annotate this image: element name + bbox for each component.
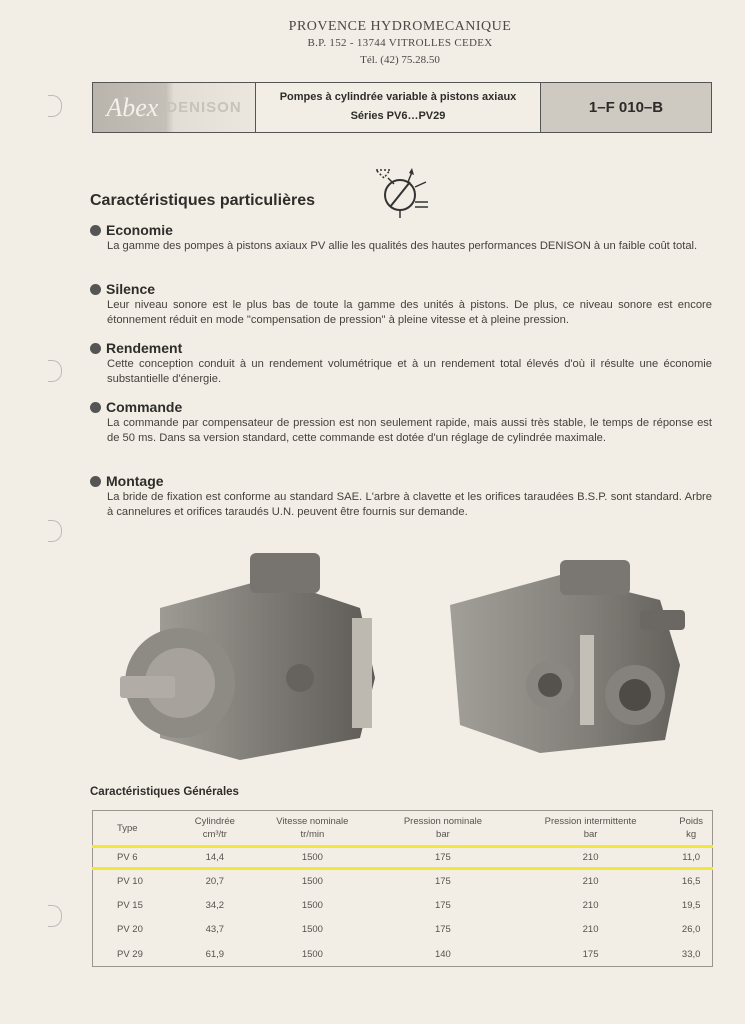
document-header xyxy=(92,82,712,133)
table-cell: 1500 xyxy=(301,924,323,936)
table-cell: 43,7 xyxy=(205,924,225,936)
table-cell: 210 xyxy=(582,876,599,887)
section-silence xyxy=(90,281,712,328)
stamp-phone: Tél. (42) 75.28.50 xyxy=(360,54,440,66)
stamp-company: PROVENCE HYDROMECANIQUE xyxy=(288,19,512,34)
bullet-icon xyxy=(90,402,101,413)
section-title: Commande xyxy=(106,399,183,415)
section-title: Rendement xyxy=(106,340,183,356)
punch-hole xyxy=(48,360,62,382)
table-cell: 175 xyxy=(434,899,451,911)
col-pression-intermittente: Pression intermittente bar xyxy=(511,811,671,847)
bullet-icon xyxy=(90,343,101,354)
table-cell: PV 6 xyxy=(93,847,181,869)
table-cell: 210 xyxy=(582,924,599,936)
section-title: Montage xyxy=(106,473,164,489)
section-title: Economie xyxy=(106,222,173,238)
table-cell: 1500 xyxy=(301,876,323,887)
table-row xyxy=(93,869,713,894)
table-row xyxy=(93,893,713,918)
col-vitesse: Vitesse nominale tr/min xyxy=(250,811,375,847)
table-cell: 1500 xyxy=(250,847,375,869)
table-cell: 175 xyxy=(434,924,451,936)
section-montage xyxy=(90,473,712,520)
table-cell: 210 xyxy=(511,847,671,869)
table-cell: PV 29 xyxy=(117,948,143,960)
table-title: Caractéristiques Générales xyxy=(90,786,239,798)
table-cell: 11,0 xyxy=(670,847,712,869)
brand-logo xyxy=(93,83,256,132)
distributor-stamp xyxy=(250,18,550,69)
table-cell: 34,2 xyxy=(205,899,225,911)
table-row-highlighted xyxy=(93,847,713,869)
bullet-icon xyxy=(90,225,101,236)
table-cell: PV 20 xyxy=(117,924,143,936)
section-text: La gamme des pompes à pistons axiaux PV allie les qualités des hautes performances DENISON à un faible coût total. xyxy=(107,240,698,252)
table-cell: 16,5 xyxy=(681,876,701,887)
section-text: Cette conception conduit à un rendement volumétrique et à un rendement total élevés d'où il résulte une économie substantielle d'énergie. xyxy=(107,358,712,385)
punch-hole xyxy=(48,905,62,927)
table-cell: 140 xyxy=(434,948,451,960)
header-title-cell xyxy=(256,83,541,132)
table-header-row xyxy=(93,811,713,847)
section-commande xyxy=(90,399,712,446)
table-cell: 175 xyxy=(375,847,511,869)
table-cell: 210 xyxy=(582,899,599,911)
variable-pump-symbol-icon xyxy=(368,162,432,222)
col-type: Type xyxy=(93,811,181,847)
table-cell: 19,5 xyxy=(681,899,701,911)
col-cylindree: Cylindrée cm³/tr xyxy=(180,811,250,847)
document-code: 1–F 010–B xyxy=(541,83,711,132)
section-text: La bride de fixation est conforme au standard SAE. L'arbre à clavette et les orifices taraudées B.S.P. sont standard. Arbre à cannelures et orifices taraudés U.N. peuvent être fournis sur demande. xyxy=(107,491,712,518)
table-cell: 33,0 xyxy=(681,948,701,960)
brand-denison: DENISON xyxy=(166,99,242,116)
table-cell: 175 xyxy=(434,876,451,887)
table-cell: 20,7 xyxy=(205,876,225,887)
specifications-table xyxy=(92,810,713,967)
table-cell: 26,0 xyxy=(681,924,701,936)
section-text: Leur niveau sonore est le plus bas de toute la gamme des unités à pistons. De plus, ce niveau sonore est encore étonnement réduit en mode "compensation de pression" à pleine vitesse et à pleine pression. xyxy=(107,299,712,326)
punch-hole xyxy=(48,95,62,117)
bullet-icon xyxy=(90,284,101,295)
section-economie xyxy=(90,222,712,254)
table-row xyxy=(93,942,713,967)
table-cell: PV 15 xyxy=(117,899,143,911)
table-cell: 175 xyxy=(582,948,599,960)
table-cell: 14,4 xyxy=(180,847,250,869)
section-title: Silence xyxy=(106,281,156,297)
col-pression-nominale: Pression nominale bar xyxy=(375,811,511,847)
table-row xyxy=(93,918,713,943)
table-cell: 61,9 xyxy=(205,948,225,960)
brand-abex: Abex xyxy=(106,92,159,122)
table-cell: 1500 xyxy=(301,948,323,960)
pump-photo-left xyxy=(120,548,380,763)
punch-hole xyxy=(48,520,62,542)
table-cell: 1500 xyxy=(301,899,323,911)
bullet-icon xyxy=(90,476,101,487)
section-text: La commande par compensateur de pression est non seulement rapide, mais aussi très stable, le temps de réponse est de 50 ms. Dans sa version standard, cette commande est dotée d'un réglage de cylindrée maximale. xyxy=(107,417,712,444)
stamp-address: B.P. 152 - 13744 VITROLLES CEDEX xyxy=(307,37,493,49)
table-cell: PV 10 xyxy=(117,876,143,887)
header-subtitle: Séries PV6…PV29 xyxy=(350,110,446,122)
col-poids: Poids kg xyxy=(670,811,712,847)
pump-photo-right xyxy=(440,555,690,755)
section-rendement xyxy=(90,340,712,387)
header-title: Pompes à cylindrée variable à pistons axiaux xyxy=(279,91,517,103)
page-title: Caractéristiques particulières xyxy=(90,192,315,209)
